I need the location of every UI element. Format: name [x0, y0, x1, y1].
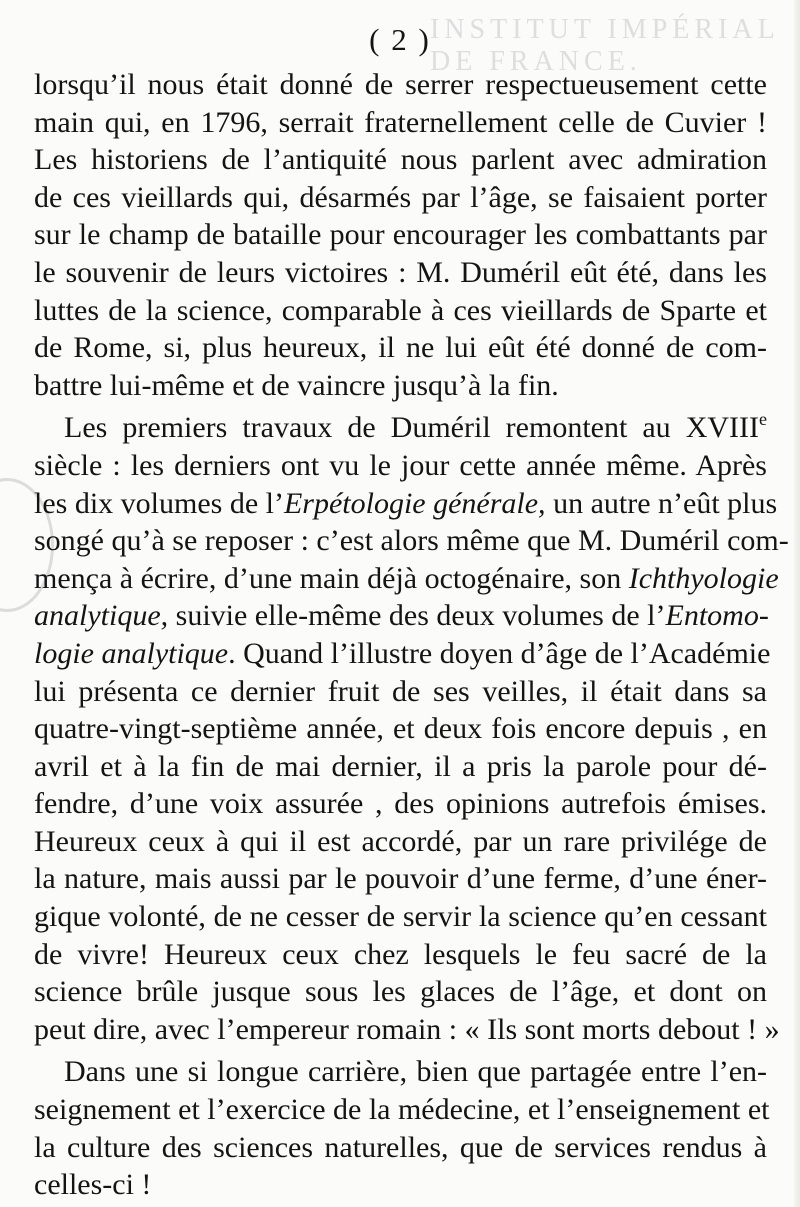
text-line: de Rome, si, plus heureux, il ne lui eût été donné de com-: [34, 331, 767, 365]
text-line: [34, 597, 767, 635]
text-line: science brûle jusque sous les glaces de l’âge, et dont on: [34, 975, 767, 1009]
text-line: sur le champ de bataille pour encourager les combattants par: [34, 218, 767, 252]
text-line: fendre, d’une voix assurée , des opinions autrefois émises.: [34, 787, 767, 821]
text-line: gique volonté, de ne cesser de servir la science qu’en cessant: [34, 900, 767, 934]
text-line: [34, 560, 779, 598]
text-line: Heureux ceux à qui il est accordé, par un rare privilége de: [34, 824, 767, 858]
text-line: peut dire, avec l’empereur romain : « Ils sont morts debout ! »: [34, 1012, 780, 1046]
bleed-through-header: INSTITUT IMPÉRIAL DE FRANCE.: [430, 14, 779, 77]
text-line: main qui, en 1796, serrait fraternellement celle de Cuvier !: [34, 105, 767, 139]
book-title: Erpétologie générale,: [283, 486, 546, 520]
text-line: battre lui-même et de vaincre jusqu’à la fin.: [34, 368, 559, 402]
text-line: la culture des sciences naturelles, que de services rendus à: [34, 1130, 767, 1164]
page-number: ( 2 ): [369, 22, 431, 57]
paragraph-2: [34, 409, 789, 1048]
text-run: les dix volumes de l’: [34, 486, 284, 520]
page-edge: [794, 0, 800, 1207]
text-line: de vivre! Heureux ceux chez lesquels le feu sacré de la: [34, 937, 767, 971]
text-run: mença à écrire, d’une main déjà octogénaire, son: [34, 561, 629, 595]
text-line: [34, 485, 778, 523]
text-line: lui présenta ce dernier fruit de ses veilles, il était dans sa: [34, 674, 767, 708]
text-line: seignement et l’exercice de la médecine, et l’enseignement et: [34, 1093, 770, 1127]
text-run: Les premiers travaux de Duméril remontent au XVIII: [64, 411, 759, 445]
body-text: [34, 66, 789, 1204]
text-line: la nature, mais aussi par le pouvoir d’une ferme, d’une éner-: [34, 862, 767, 896]
text-line: siècle : les derniers ont vu le jour cette année même. Après: [34, 448, 767, 482]
text-line: songé qu’à se reposer : c’est alors même que M. Duméril com-: [34, 524, 789, 558]
text-run: . Quand l’illustre doyen d’âge de l’Académie: [228, 636, 771, 670]
text-line: [34, 409, 767, 447]
text-line: quatre-vingt-septième année, et deux fois encore depuis , en: [34, 712, 767, 746]
paragraph-3: [34, 1053, 770, 1203]
text-line: [34, 635, 771, 673]
superscript: e: [759, 409, 767, 430]
text-run: un autre n’eût plus: [545, 486, 778, 520]
text-line: celles-ci !: [34, 1168, 152, 1202]
book-title: logie analytique: [34, 636, 229, 670]
book-title: analytique,: [34, 599, 169, 633]
text-run: suivie elle-même des deux volumes de l’: [168, 599, 666, 633]
text-line: Dans une si longue carrière, bien que partagée entre l’en-: [64, 1055, 767, 1089]
text-line: Les historiens de l’antiquité nous parlent avec admiration: [34, 143, 767, 177]
book-title: Ichthyologie: [628, 561, 779, 595]
book-title: Entomo-: [665, 599, 769, 633]
text-line: le souvenir de leurs victoires : M. Duméril eût été, dans les: [34, 255, 767, 289]
paragraph-1: [34, 66, 767, 404]
text-line: avril et à la fin de mai dernier, il a pris la parole pour dé-: [34, 749, 767, 783]
text-line: luttes de la science, comparable à ces vieillards de Sparte et: [34, 293, 767, 327]
text-line: de ces vieillards qui, désarmés par l’âge, se faisaient porter: [34, 180, 767, 214]
text-line: lorsqu’il nous était donné de serrer respectueusement cette: [34, 68, 767, 101]
